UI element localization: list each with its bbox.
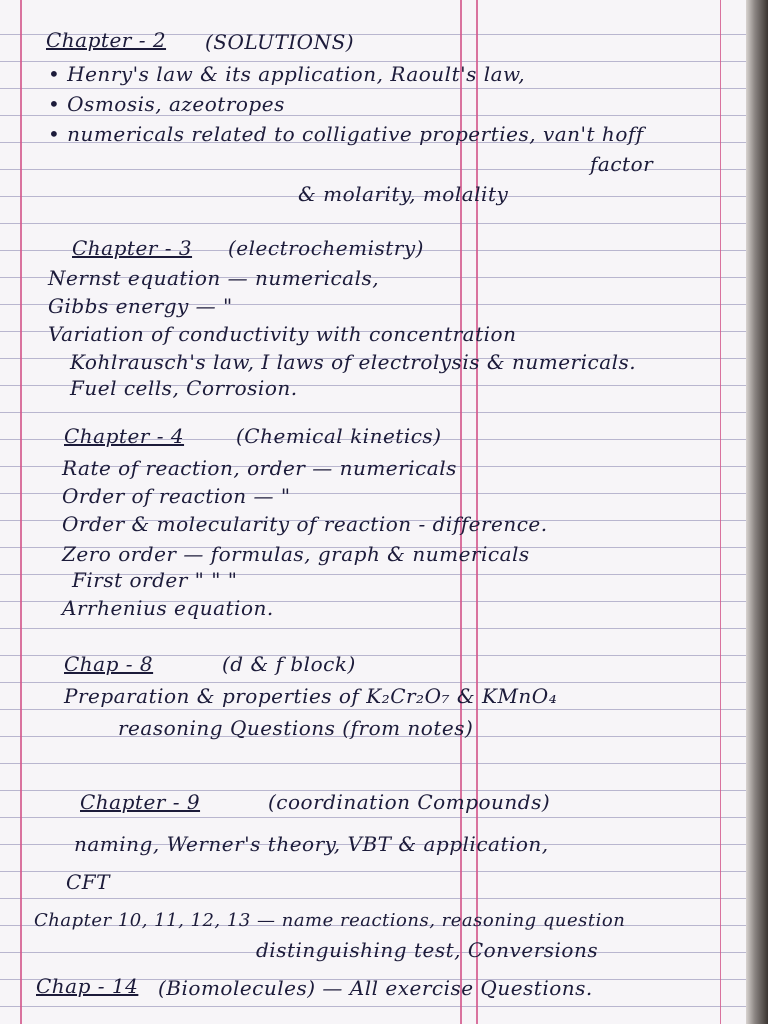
ch2-heading: Chapter - 2 xyxy=(46,28,167,52)
ch3-line-2: Gibbs energy — " xyxy=(48,294,233,318)
ch3-title: (electrochemistry) xyxy=(228,236,424,260)
ch4-line-3: Order & molecularity of reaction - difference. xyxy=(62,512,548,536)
ch3-heading: Chapter - 3 xyxy=(72,236,193,260)
ch14-line: (Biomolecules) — All exercise Questions. xyxy=(158,976,593,1000)
ch4-line-4: Zero order — formulas, graph & numericals xyxy=(62,542,530,566)
ch8-title: (d & f block) xyxy=(222,652,356,676)
ch2-line-4: factor xyxy=(590,152,654,176)
ch3-line-3: Variation of conductivity with concentration xyxy=(48,322,517,346)
ch2-line-1: • Henry's law & its application, Raoult's law, xyxy=(48,62,526,86)
ch14-heading: Chap - 14 xyxy=(36,974,139,998)
ch4-title: (Chemical kinetics) xyxy=(236,424,442,448)
ch10-13-line-2: distinguishing test, Conversions xyxy=(256,938,599,962)
ch3-line-4: Kohlrausch's law, I laws of electrolysis & numericals. xyxy=(70,350,637,374)
ch8-line-1: Preparation & properties of K₂Cr₂O₇ & KMnO₄ xyxy=(64,684,558,708)
ch8-heading: Chap - 8 xyxy=(64,652,154,676)
ch9-line-2: CFT xyxy=(66,870,111,894)
ch2-line-3: • numericals related to colligative properties, van't hoff xyxy=(48,122,644,146)
ch4-line-5: First order " " " xyxy=(72,568,238,592)
notebook-edge xyxy=(746,0,768,1024)
ch8-line-2: reasoning Questions (from notes) xyxy=(118,716,474,740)
ch4-line-2: Order of reaction — " xyxy=(62,484,291,508)
ch4-heading: Chapter - 4 xyxy=(64,424,185,448)
margin-line-right xyxy=(720,0,721,1024)
ch9-line-1: naming, Werner's theory, VBT & application, xyxy=(74,832,549,856)
margin-line-left xyxy=(20,0,22,1024)
ch3-line-5: Fuel cells, Corrosion. xyxy=(70,376,298,400)
ch10-13-line-1: Chapter 10, 11, 12, 13 — name reactions, reasoning question xyxy=(34,910,626,931)
ch4-line-6: Arrhenius equation. xyxy=(62,596,274,620)
ch2-line-2: • Osmosis, azeotropes xyxy=(48,92,285,116)
ch9-heading: Chapter - 9 xyxy=(80,790,201,814)
ch4-line-1: Rate of reaction, order — numericals xyxy=(62,456,457,480)
ch2-title: (SOLUTIONS) xyxy=(205,30,355,54)
ch3-line-1: Nernst equation — numericals, xyxy=(48,266,380,290)
ch2-line-5: & molarity, molality xyxy=(298,182,509,206)
ch9-title: (coordination Compounds) xyxy=(268,790,551,814)
